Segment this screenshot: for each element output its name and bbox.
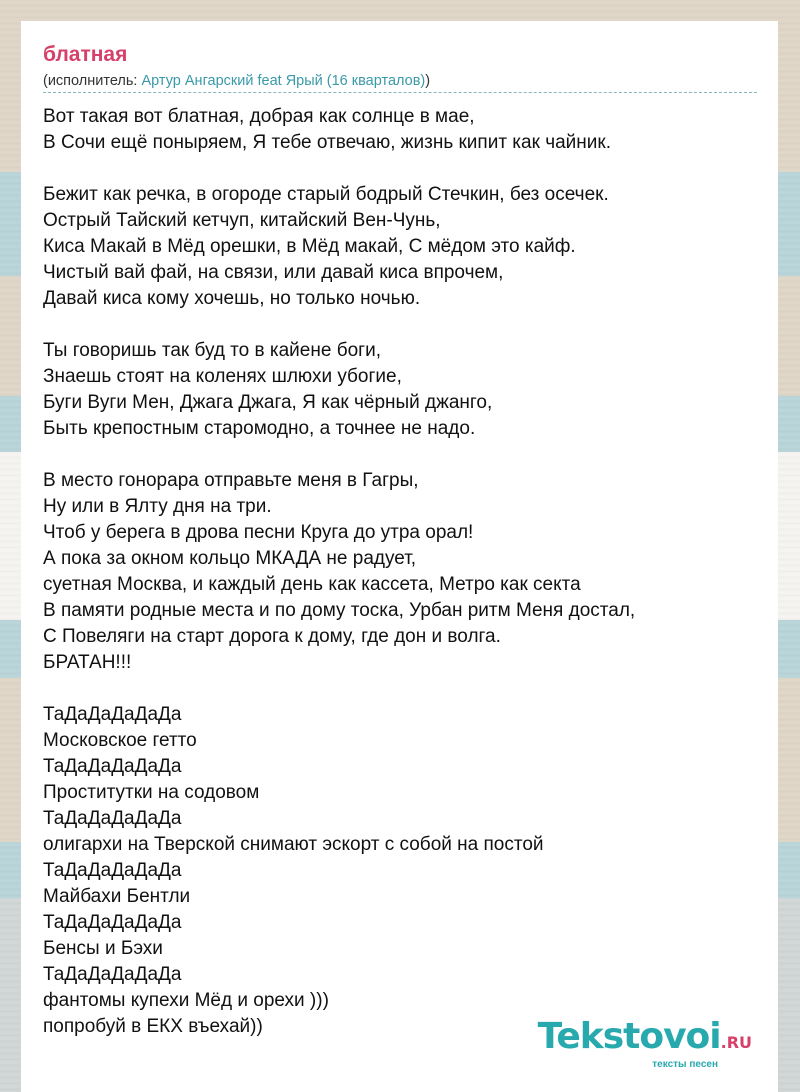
lyric-line: ТаДаДаДаДаДа: [43, 756, 182, 777]
lyric-line: Ты говоришь так буд то в кайене боги,: [43, 340, 381, 361]
lyric-line: БРАТАН!!!: [43, 652, 132, 673]
lyric-line: Знаешь стоят на коленях шлюхи убогие,: [43, 366, 402, 387]
lyric-line: Чистый вай фай, на связи, или давай киса впрочем,: [43, 262, 504, 283]
lyric-line: Вот такая вот блатная, добрая как солнце в мае,: [43, 106, 475, 127]
lyric-line: Московское гетто: [43, 730, 197, 751]
lyric-line: ТаДаДаДаДаДа: [43, 860, 182, 881]
lyric-line: Быть крепостным старомодно, а точнее не надо.: [43, 418, 476, 439]
lyric-line: Острый Тайский кетчуп, китайский Вен-Чунь,: [43, 210, 441, 231]
stanza-gap: [43, 442, 763, 468]
lyric-line: Ну или в Ялту дня на три.: [43, 496, 272, 517]
lyrics-text: [43, 104, 763, 1040]
lyric-line: Буги Вуги Мен, Джага Джага, Я как чёрный джанго,: [43, 392, 493, 413]
logo-name: Tekstovoi: [537, 1016, 721, 1057]
lyric-line: Чтоб у берега в дрова песни Круга до утра орал!: [43, 522, 474, 543]
song-title: блатная: [43, 43, 128, 66]
logo-tagline: тексты песен: [652, 1059, 718, 1070]
lyric-line: ТаДаДаДаДаДа: [43, 704, 182, 725]
lyric-line: Проститутки на содовом: [43, 782, 260, 803]
logo-tld: .RU: [720, 1033, 752, 1052]
artist-link[interactable]: Артур Ангарский feat Ярый (16 кварталов): [141, 73, 426, 89]
lyric-line: В памяти родные места и по дому тоска, Урбан ритм Меня достал,: [43, 600, 636, 621]
lyric-line: ТаДаДаДаДаДа: [43, 964, 182, 985]
lyric-line: фантомы купехи Мёд и орехи ))): [43, 990, 329, 1011]
lyric-line: Бежит как речка, в огороде старый бодрый Стечкин, без осечек.: [43, 184, 609, 205]
stanza-gap: [43, 676, 763, 702]
meta-prefix: (исполнитель:: [43, 73, 142, 89]
song-meta: [43, 73, 757, 93]
stanza-gap: [43, 312, 763, 338]
lyric-line: ТаДаДаДаДаДа: [43, 808, 182, 829]
stanza-gap: [43, 156, 763, 182]
lyric-line: В место гонорара отправьте меня в Гагры,: [43, 470, 419, 491]
lyrics-card: [21, 21, 778, 1092]
site-logo[interactable]: [537, 1016, 752, 1070]
meta-suffix: ): [425, 73, 431, 89]
lyric-line: ТаДаДаДаДаДа: [43, 912, 182, 933]
lyric-line: олигархи на Тверской снимают эскорт с собой на постой: [43, 834, 544, 855]
lyric-line: суетная Москва, и каждый день как кассета, Метро как секта: [43, 574, 581, 595]
lyric-line: В Сочи ещё поныряем, Я тебе отвечаю, жизнь кипит как чайник.: [43, 132, 611, 153]
lyric-line: Майбахи Бентли: [43, 886, 191, 907]
lyric-line: Бенсы и Бэхи: [43, 938, 163, 959]
lyric-line: попробуй в ЕКХ въехай)): [43, 1016, 263, 1037]
lyric-line: Киса Макай в Мёд орешки, в Мёд макай, С мёдом это кайф.: [43, 236, 576, 257]
lyric-line: А пока за окном кольцо МКАДА не радует,: [43, 548, 417, 569]
lyric-line: С Повеляги на старт дорога к дому, где дон и волга.: [43, 626, 501, 647]
lyric-line: Давай киса кому хочешь, но только ночью.: [43, 288, 421, 309]
